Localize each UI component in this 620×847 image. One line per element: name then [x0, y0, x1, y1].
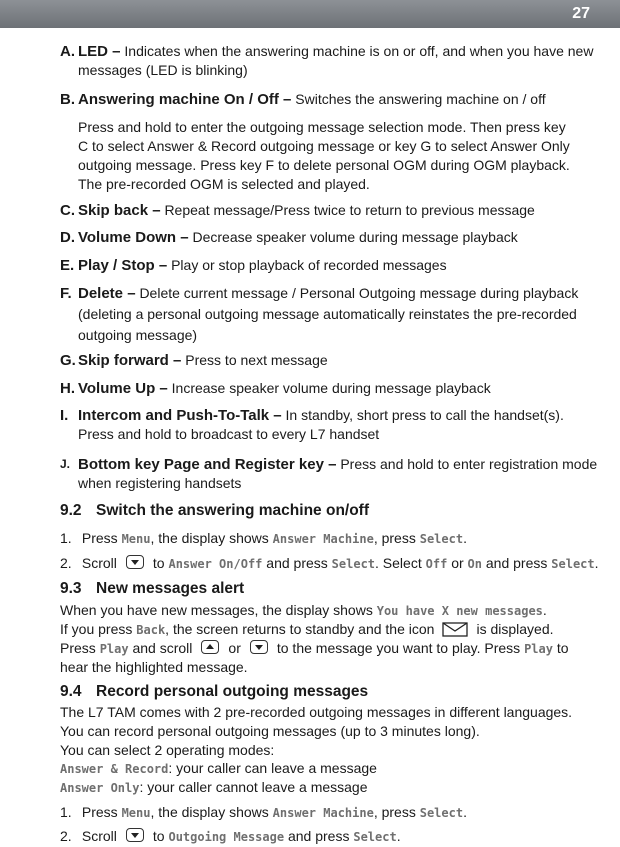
definition-letter: D. — [60, 229, 75, 246]
definition-term: LED – — [78, 43, 121, 60]
definition-g — [60, 351, 600, 370]
step-9-2-1: 1. Press Menu, the display shows Answer Machine, press Select. — [60, 530, 467, 546]
definition-term: Bottom key Page and Register key – — [78, 456, 337, 473]
definition-j — [60, 455, 600, 493]
new-messages-line-3: Press Play and scroll or to the message you want to play. Press Play to — [60, 640, 569, 656]
step-9-4-1: 1. Press Menu, the display shows Answer Machine, press Select. — [60, 804, 467, 820]
definition-desc: Play or stop playback of recorded messages — [171, 257, 447, 273]
page-number: 27 — [572, 5, 590, 22]
scroll-down-key-icon — [126, 828, 144, 842]
definition-desc: Indicates when the answering machine is on or off, and when you have new messages (LED is blinking) — [78, 43, 594, 78]
ogm-paragraph-3: You can select 2 operating modes: — [60, 742, 275, 758]
definition-desc: Switches the answering machine on / off — [295, 91, 546, 107]
definition-desc: Delete current message / Personal Outgoing message during playback (deleting a personal outgoing message automatically reinstates the pre-recorded outgoing message) — [78, 285, 579, 343]
definition-letter: I. — [60, 407, 69, 424]
definition-i — [60, 406, 600, 444]
definition-desc: Press to next message — [185, 352, 328, 368]
definition-term: Delete – — [78, 285, 136, 302]
definition-term: Answering machine On / Off – — [78, 91, 292, 108]
definition-term: Intercom and Push-To-Talk – — [78, 407, 282, 424]
definition-h — [60, 379, 600, 398]
definition-e — [60, 256, 600, 275]
definition-b — [60, 90, 600, 109]
definition-term: Volume Down – — [78, 229, 189, 246]
section-heading-9-3: 9.3 New messages alert — [60, 580, 245, 597]
definition-letter: H. — [60, 380, 75, 397]
definition-letter: J. — [60, 457, 71, 471]
definition-d — [60, 228, 600, 247]
new-messages-line-2: If you press Back, the screen returns to standby and the icon is displayed. — [60, 621, 554, 637]
definition-b-extra: Press and hold to enter the outgoing message selection mode. Then press key C to select Answer & Record outgoing message or key G to select Answer Only outgoing message. Press key F to delete personal OGM during OGM playback. The pre-recorded OGM is selected and played. — [78, 119, 570, 192]
section-heading-9-2: 9.2 Switch the answering machine on/off — [60, 502, 370, 519]
definition-desc: Repeat message/Press twice to return to previous message — [164, 202, 535, 218]
ogm-paragraph-2: You can record personal outgoing messages (up to 3 minutes long). — [60, 723, 480, 739]
definition-term: Play / Stop – — [78, 257, 168, 274]
definition-f — [60, 283, 600, 346]
ogm-paragraph-1: The L7 TAM comes with 2 pre-recorded outgoing messages in different languages. — [60, 704, 573, 720]
definition-desc: Press and hold to enter registration mode when registering handsets — [78, 456, 598, 491]
page-header-bar — [0, 0, 620, 28]
step-9-2-2: 2. Scroll to Answer On/Off and press Select. Select Off or On and press Select. — [60, 555, 599, 571]
definition-desc: Decrease speaker volume during message playback — [192, 229, 518, 245]
definition-letter: A. — [60, 43, 75, 60]
definition-letter: B. — [60, 91, 75, 108]
definition-term: Volume Up – — [78, 380, 168, 397]
definition-letter: E. — [60, 257, 75, 274]
new-messages-line-4: hear the highlighted message. — [60, 659, 248, 675]
scroll-up-key-icon — [201, 640, 219, 654]
step-9-4-2: 2. Scroll to Outgoing Message and press Select. — [60, 828, 401, 844]
section-heading-9-4: 9.4 Record personal outgoing messages — [60, 683, 369, 700]
definition-desc: Increase speaker volume during message playback — [171, 380, 491, 396]
new-messages-line-1: When you have new messages, the display shows You have X new messages. — [60, 602, 547, 618]
definition-c — [60, 201, 600, 220]
definition-a — [60, 42, 600, 80]
definition-desc: In standby, short press to call the handset(s). Press and hold to broadcast to every L7 handset — [78, 407, 564, 442]
definition-letter: G. — [60, 352, 76, 369]
definition-letter: C. — [60, 202, 75, 219]
scroll-down-key-icon — [250, 640, 268, 654]
definition-term: Skip forward – — [78, 352, 182, 369]
envelope-icon — [442, 622, 468, 637]
mode-answer-record: Answer & Record: your caller can leave a message — [60, 760, 377, 776]
mode-answer-only: Answer Only: your caller cannot leave a message — [60, 779, 368, 795]
scroll-down-key-icon — [126, 555, 144, 569]
definition-letter: F. — [60, 285, 72, 302]
definition-term: Skip back – — [78, 202, 161, 219]
